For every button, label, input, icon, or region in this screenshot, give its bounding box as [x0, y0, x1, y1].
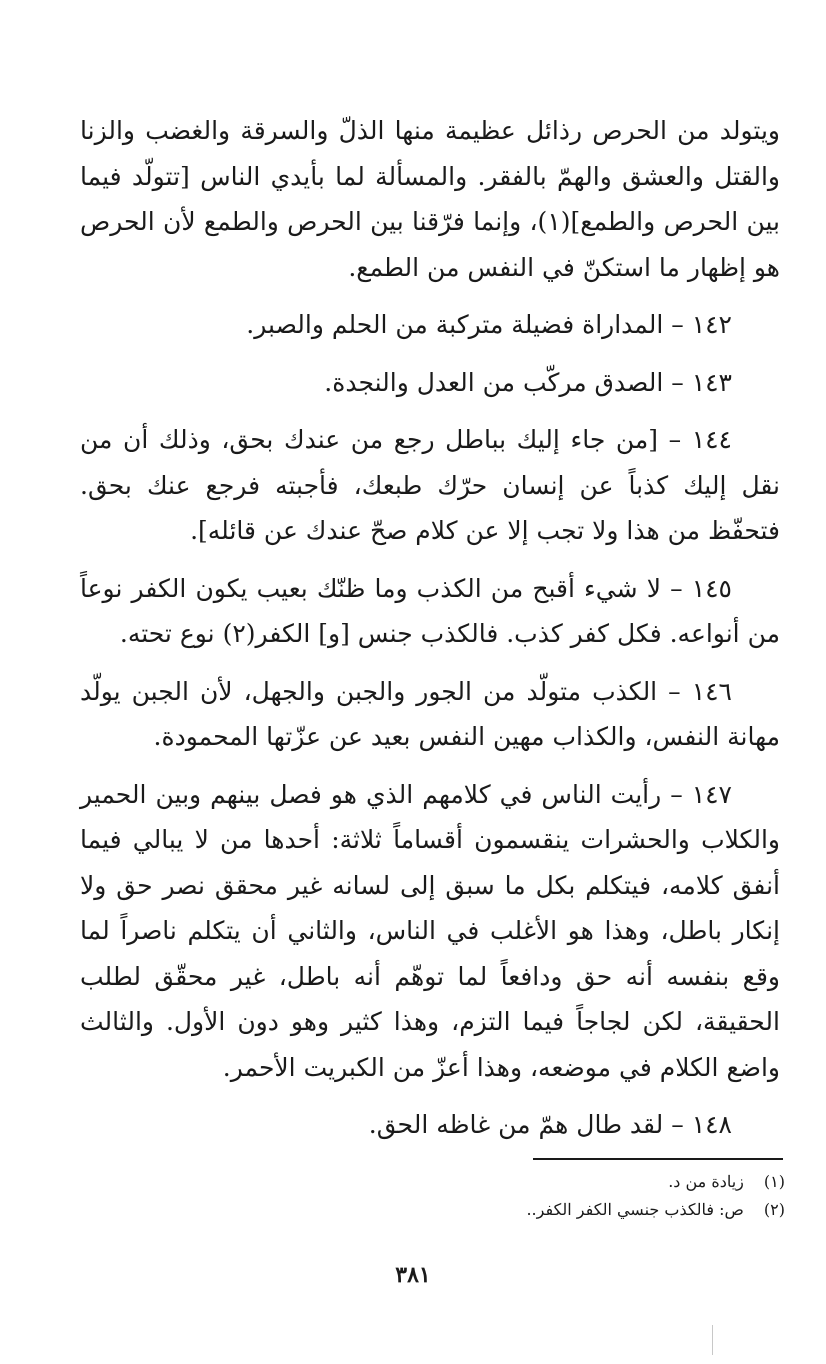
paragraph-intro: ويتولد من الحرص رذائل عظيمة منها الذلّ والسرقة والغضب والزنا والقتل والعشق والهمّ بالفقر. والمسألة لما بأيدي الناس [تتولّد فيما بين الحرص والطمع](١)، وإنما فرّقنا بين الحرص والطمع لأن الحرص هو إظهار ما استكنّ في النفس من الطمع. [80, 116, 781, 282]
paragraph-147: ١٤٧ – رأيت الناس في كلامهم الذي هو فصل بينهم وبين الحمير والكلاب والحشرات ينقسمون أقساماً ثلاثة: أحدها من لا يبالي فيما أنفق كلامه، فيتكلم بكل ما سبق إلى لسانه غير محقق نصر حق ولا إنكار باطل، وهذا هو الأغلب في الناس، والثاني أن يتكلم ناصراً لما وقع بنفسه أنه حق ودافعاً لما توهّم أنه باطل، غير محقّق لطلب الحقيقة، لكن لجاجاً فيما التزم، وهذا كثير وهو دون الأول. والثالث واضع الكلام في موضعه، وهذا أعزّ من الكبريت الأحمر. [80, 779, 780, 1082]
footnote-number: (٢) [763, 1200, 785, 1219]
paragraph-148: ١٤٨ – لقد طال همّ من غاظه الحق. [368, 1110, 732, 1139]
footnote-divider [533, 1158, 783, 1160]
page-number: ٣٨١ [395, 1262, 431, 1288]
paragraph-143: ١٤٣ – الصدق مركّب من العدل والنجدة. [324, 367, 732, 397]
footnote-text: ص: فالكذب جنسي الكفر الكفر.. [526, 1200, 744, 1219]
paragraph-144: ١٤٤ – [من جاء إليك بباطل رجع من عندك بحق، وذلك أن من نقل إليك كذباً عن إنسان حرّك طبعك، فأجبته فرجع عنك بحق. فتحفّظ من هذا ولا تجب إلا عن كلام صحّ عندك عن قائله]. [80, 425, 780, 545]
footnote-text: زيادة من د. [668, 1172, 744, 1191]
paragraph-145: ١٤٥ – لا شيء أقبح من الكذب وما ظنّك بعيب يكون الكفر نوعاً من أنواعه. فكل كفر كذب. فالكذب جنس [و] الكفر(٢) نوع تحته. [80, 573, 780, 648]
paragraph-142: ١٤٢ – المداراة فضيلة متركبة من الحلم والصبر. [246, 310, 732, 339]
paragraph-146: ١٤٦ – الكذب متولّد من الجور والجبن والجهل، لأن الجبن يولّد مهانة النفس، والكذاب مهين النفس بعيد عن عزّتها المحمودة. [80, 676, 780, 751]
main-text [80, 108, 780, 1148]
scan-edge-mark [712, 1325, 719, 1355]
footnote-number: (١) [763, 1172, 785, 1191]
footnote-2 [80, 1196, 785, 1224]
footnote-1 [80, 1168, 785, 1196]
footnotes [80, 1168, 785, 1224]
